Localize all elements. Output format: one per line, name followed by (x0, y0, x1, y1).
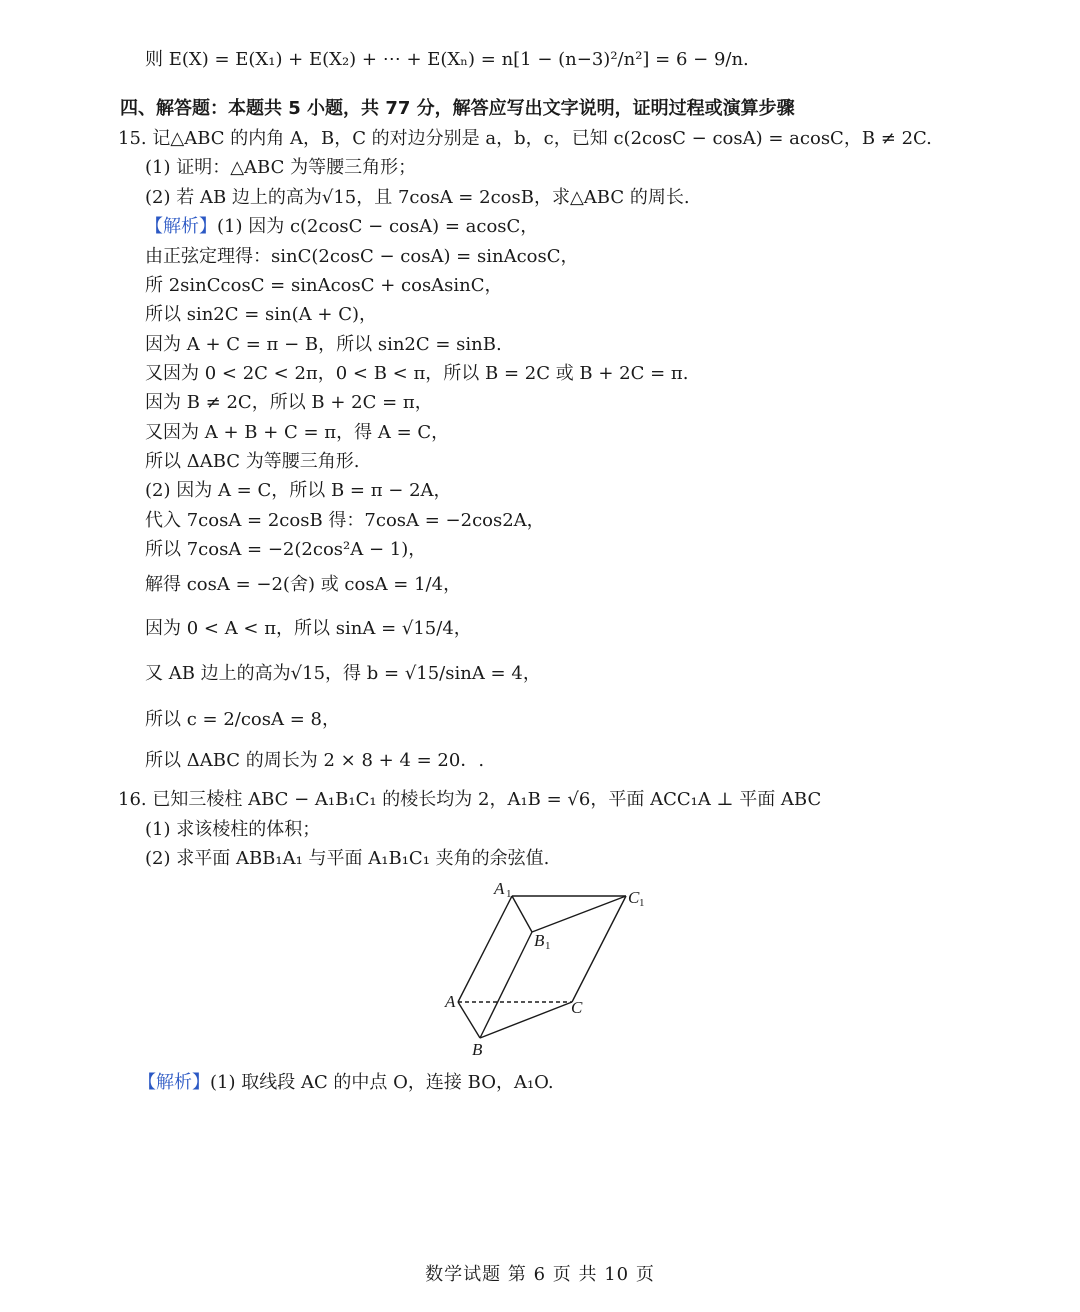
solution-line: 因为 0 < A < π，所以 sinA = √15/4， (145, 618, 472, 639)
edge-a-b (458, 1002, 480, 1038)
q15-part2: (2) 若 AB 边上的高为√15，且 7cosA = 2cosB，求△ABC 的周长. (145, 187, 690, 208)
solution-line: (1) 因为 c(2cosC − cosA) = acosC， (217, 216, 539, 237)
solution-line: 又因为 0 < 2C < 2π，0 < B < π，所以 B = 2C 或 B + 2C = π. (145, 363, 689, 384)
solution-line: 因为 B ≠ 2C，所以 B + 2C = π， (145, 392, 433, 413)
label-c1-sub: 1 (639, 897, 645, 909)
solution-line: 又因为 A + B + C = π，得 A = C， (145, 422, 450, 443)
solution-line: 又 AB 边上的高为√15，得 b = √15/sinA = 4， (145, 663, 541, 684)
solution-line: 解得 cosA = −2(舍) 或 cosA = 1/4， (145, 574, 462, 595)
edge-a1-b1 (512, 896, 532, 932)
section-heading: 四、解答题：本题共 5 小题，共 77 分，解答应写出文字说明，证明过程或演算步骤 (120, 98, 795, 119)
solution-line: 因为 A + C = π − B，所以 sin2C = sinB. (145, 334, 502, 355)
edge-a1-a (458, 896, 512, 1002)
solution-line: 所以 sin2C = sin(A + C)， (145, 304, 377, 325)
label-a: A (445, 992, 456, 1011)
q16-part2: (2) 求平面 ABB₁A₁ 与平面 A₁B₁C₁ 夹角的余弦值. (145, 848, 550, 869)
solution-tag: 【解析】 (138, 1072, 210, 1093)
label-b: B (472, 1040, 483, 1059)
solution-line: 所以 ΔABC 为等腰三角形. (145, 451, 360, 472)
page-footer: 数学试题 第 6 页 共 10 页 (425, 1264, 655, 1285)
solution-line: (1) 取线段 AC 的中点 O，连接 BO，A₁O. (210, 1072, 554, 1093)
question-16: 16. 已知三棱柱 ABC − A₁B₁C₁ 的棱长均为 2，A₁B = √6，平面 ACC₁A ⊥ 平面 ABC (118, 789, 822, 810)
label-b1: B (534, 931, 545, 950)
edge-b-c (480, 1002, 572, 1038)
question-15: 15. 记△ABC 的内角 A，B，C 的对边分别是 a，b，c，已知 c(2cosC − cosA) = acosC，B ≠ 2C. (118, 128, 932, 149)
solution-line: (2) 因为 A = C，所以 B = π − 2A， (145, 480, 452, 501)
edge-b1-b (480, 932, 532, 1038)
q16-solution-first (138, 1071, 554, 1095)
solution-line: 代入 7cosA = 2cosB 得：7cosA = −2cos2A， (145, 510, 545, 531)
solution-tag: 【解析】 (145, 216, 217, 237)
solution-line: 所 2sinCcosC = sinAcosC + cosAsinC， (145, 275, 503, 296)
label-b1-sub: 1 (545, 940, 551, 952)
solution-line: 所以 7cosA = −2(2cos²A − 1)， (145, 539, 427, 560)
solution-line: 所以 c = 2/cosA = 8， (145, 709, 340, 730)
label-c1: C (628, 888, 640, 907)
q15-part1: (1) 证明：△ABC 为等腰三角形； (145, 157, 417, 178)
edge-c1-c (572, 896, 626, 1002)
label-a1-sub: 1 (506, 888, 512, 900)
expectation-line: 则 E(X) = E(X₁) + E(X₂) + ⋯ + E(Xₙ) = n[1 − (n−3)²/n²] = 6 − 9/n. (145, 49, 749, 70)
label-a1: A (494, 879, 505, 898)
q16-part1: (1) 求该棱柱的体积； (145, 819, 321, 840)
edge-b1-c1 (532, 896, 626, 932)
q15-solution-first (145, 215, 538, 239)
solution-line: 由正弦定理得：sinC(2cosC − cosA) = sinAcosC， (145, 246, 579, 267)
label-c: C (571, 998, 583, 1017)
prism-figure (430, 872, 660, 1062)
solution-line: 所以 ΔABC 的周长为 2 × 8 + 4 = 20．. (145, 750, 485, 771)
